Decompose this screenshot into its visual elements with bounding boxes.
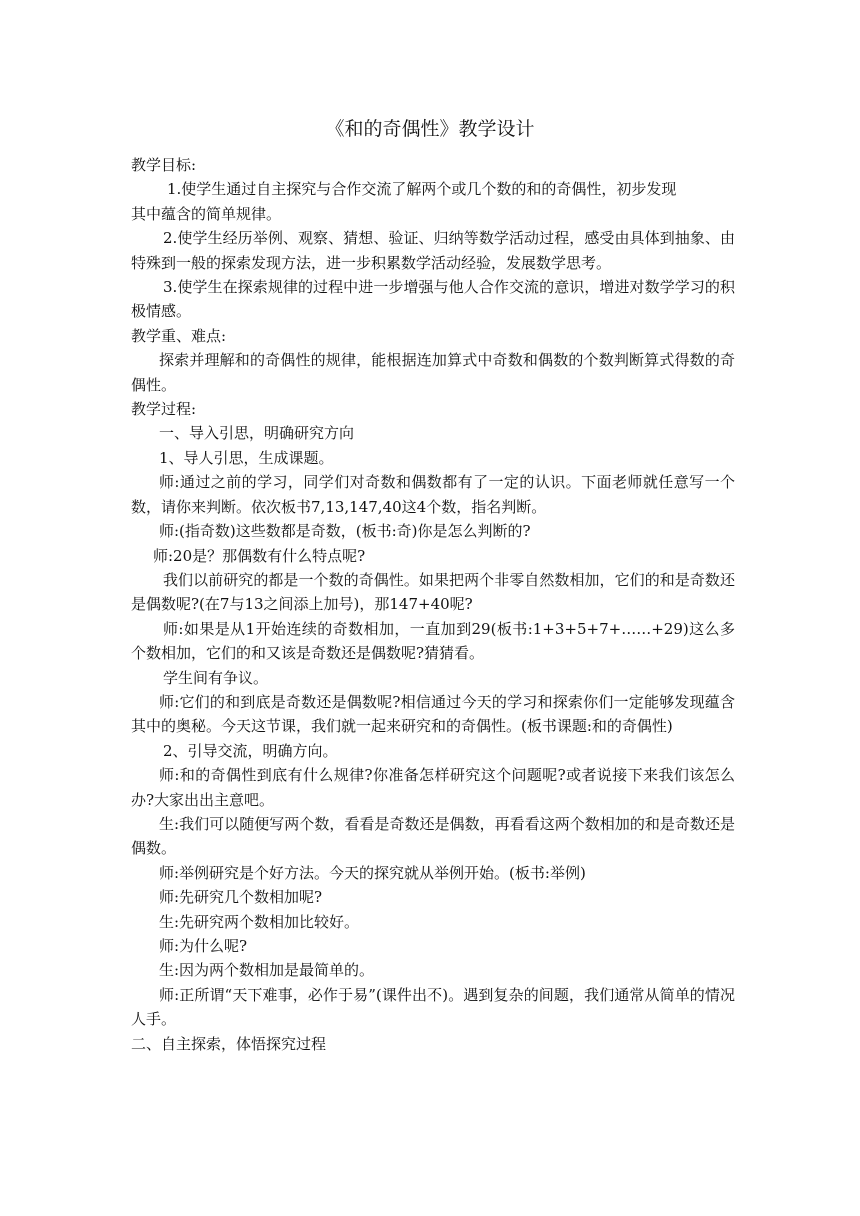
paragraph-objective-1: 1.使学生通过自主探究与合作交流了解两个或几个数的和的奇偶性，初步发现 其中蕴含的简单规律。 (131, 180, 677, 223)
paragraph-para-10: 师:举例研究是个好方法。今天的探究就从举例开始。(板书:举例) (159, 863, 586, 882)
paragraph-para-2: 师:(指奇数)这些数都是奇数，(板书:奇)你是怎么判断的? (159, 522, 531, 541)
paragraph-para-3: 师:20是？那偶数有什么特点呢? (153, 546, 366, 565)
paragraph-para-13: 师:为什么呢? (159, 937, 248, 955)
paragraph-key-points: 探索并理解和的奇偶性的规律，能根据连加算式中奇数和偶数的个数判断算式得数的奇偶性。 (131, 351, 735, 394)
paragraph-para-6: 学生间有争议。 (163, 668, 269, 687)
paragraph-para-14: 生:因为两个数相加是最简单的。 (159, 961, 375, 980)
paragraph-objective-3: 3.使学生在探索规律的过程中进一步增强与他人合作交流的意识，增进对数学学习的积极情感。 (131, 278, 735, 321)
document-title: 《和的奇偶性》教学设计 (325, 118, 535, 140)
paragraph-step-1-1: 1、导人引思，生成课题。 (159, 448, 334, 467)
paragraph-para-7: 师:它们的和到底是奇数还是偶数呢?相信通过今天的学习和探索你们一定能够发现蕴含其中的奥秘。今天这节课，我们就一起来研究和的奇偶性。(板书课题:和的奇偶性) (131, 692, 735, 736)
paragraph-para-9: 生:我们可以随便写两个数，看看是奇数还是偶数，再看看这两个数相加的和是奇数还是偶数。 (131, 814, 735, 858)
paragraph-para-4: 我们以前研究的都是一个数的奇偶性。如果把两个非零自然数相加，它们的和是奇数还是偶数呢?(在7与13之间添上加号)，那147+40呢? (131, 570, 735, 614)
document-body (131, 153, 735, 1056)
paragraph-step-1-2: 2、引导交流，明确方向。 (163, 741, 338, 760)
paragraph-para-12: 生:先研究两个数相加比较好。 (159, 912, 360, 931)
paragraph-para-5: 师:如果是从1开始连续的奇数相加，一直加到29(板书:1+3+5+7+……+29)这么多个数相加，它们的和又该是奇数还是偶数呢?猜猜看。 (131, 619, 735, 663)
paragraph-para-8: 师:和的奇偶性到底有什么规律?你准备怎样研究这个问题呢?或者说接下来我们该怎么办?大家出出主意吧。 (131, 766, 735, 809)
paragraph-section-2-heading: 二、自主探索，体悟探究过程 (131, 1034, 327, 1053)
paragraph-para-1: 师:通过之前的学习，同学们对奇数和偶数都有了一定的认识。下面老师就任意写一个数，请你来判断。依次板书7,13,147,40这4个数，指名判断。 (131, 473, 735, 516)
paragraph-process-heading: 教学过程: (131, 400, 197, 419)
paragraph-objectives-heading: 教学目标: (131, 156, 197, 174)
paragraph-objective-2: 2.使学生经历举例、观察、猜想、验证、归纳等数学活动过程，感受由具体到抽象、由特殊到一般的探索发现方法，进一步积累数学活动经验，发展数学思考。 (131, 229, 735, 272)
paragraph-para-15: 师:正所谓“天下难事，必作于易”(课件出不)。遇到复杂的间题，我们通常从简单的情况人手。 (131, 985, 735, 1029)
paragraph-para-11: 师:先研究几个数相加呢? (159, 888, 323, 907)
paragraph-key-points-heading: 教学重、难点: (131, 326, 227, 345)
paragraph-section-1-heading: 一、导入引思，明确研究方向 (159, 424, 355, 443)
